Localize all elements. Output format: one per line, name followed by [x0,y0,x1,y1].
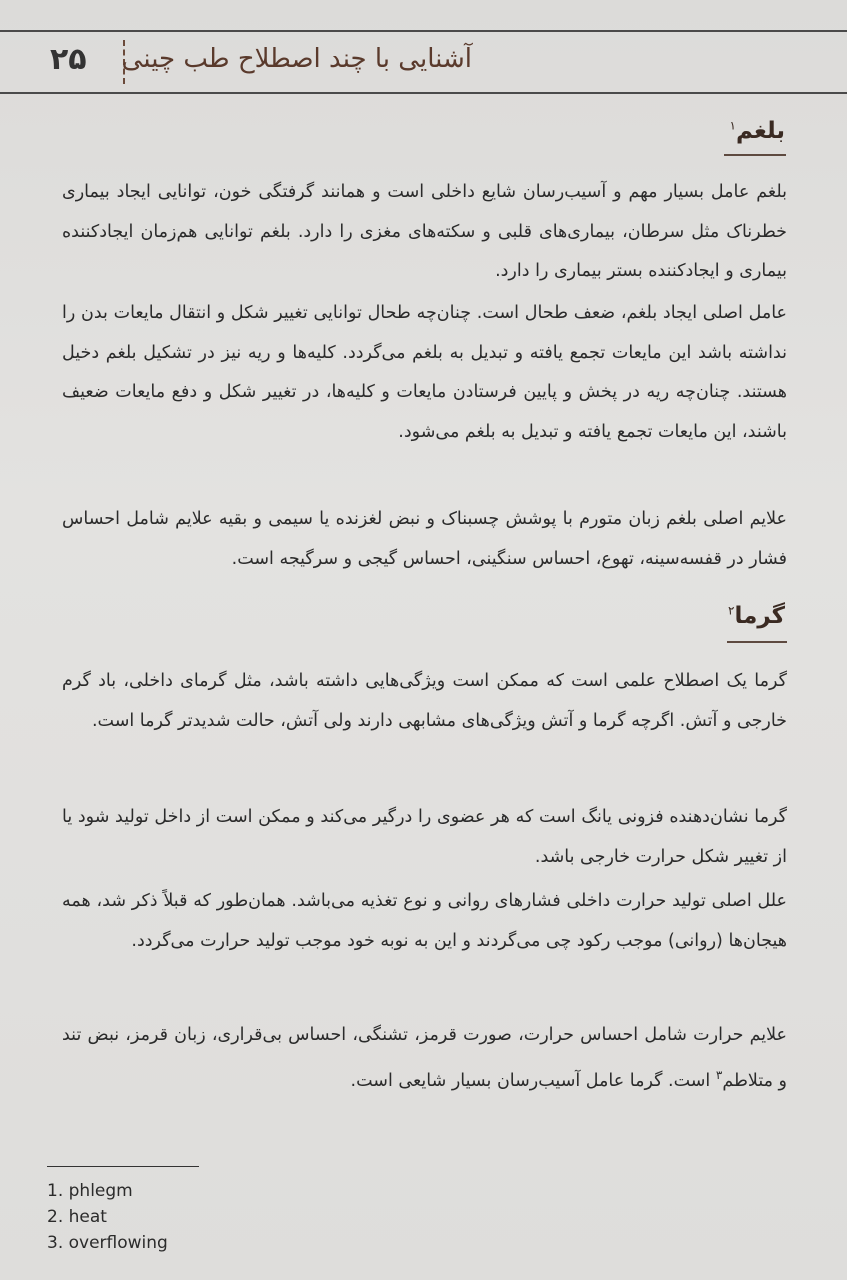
footnote-separator [47,1166,199,1167]
paragraph-text: علایم حرارت شامل احساس حرارت، صورت قرمز، تشنگی، احساس بی‌قراری، زبان قرمز، نبض تند و متلاطم [62,1025,787,1091]
page-number: ۲۵ [50,42,87,77]
footnote-ref: ۱ [729,118,736,133]
paragraph [62,1016,787,1101]
footnote: 1. phlegm [47,1181,133,1201]
footnote: 3. overflowing [47,1233,168,1253]
section-heading-text: گرما [734,603,785,629]
paragraph-text: است. گرما عامل آسیب‌رسان بسیار شایعی است. [350,1070,716,1091]
paragraph: علایم اصلی بلغم زبان متورم با پوشش چسبناک و نبض لغزنده یا سیمی و بقیه علایم شامل احساس فشار در قفسه‌سینه، تهوع، احساس سنگینی، احساس گیجی و سرگیجه است. [62,509,787,569]
footnote-ref: ۲ [727,603,735,618]
footnotes [47,1178,168,1256]
section-heading-heat [728,603,785,629]
section-heading-phlegm [730,118,786,144]
heading-underline [724,154,786,156]
paragraph: گرما نشان‌دهنده فزونی یانگ است که هر عضوی را درگیر می‌کند و ممکن است از داخل تولید شود یا از تغییر شکل حرارت خارجی باشد. [62,807,787,867]
paragraph: بلغم عامل بسیار مهم و آسیب‌رسان شایع داخلی است و همانند گرفتگی خون، توانایی ایجاد بیماری خطرناک مثل سرطان، بیماری‌های قلبی و سکته‌های مغزی را دارد. بلغم توانایی هم‌زمان ایجادکننده بیماری و ایجادکننده بستر بیماری را دارد. [62,182,787,281]
footnote: 2. heat [47,1207,107,1227]
page-header [0,30,847,94]
paragraph: عامل اصلی ایجاد بلغم، ضعف طحال است. چنان‌چه طحال توانایی تغییر شکل و انتقال مایعات بدن را نداشته باشد این مایعات تجمع یافته و تبدیل به بلغم می‌گردد. کلیه‌ها و ریه نیز در تشکیل بلغم دخیل هستند. چنان‌چه ریه در پخش و پایین فرستادن مایعات و کلیه‌ها، در تغییر شکل و دفع مایعات ضعیف باشند، این مایعات تجمع یافته و تبدیل به بلغم می‌شود. [62,303,787,442]
footnote-ref: ۳ [715,1067,723,1082]
paragraph: گرما یک اصطلاح علمی است که ممکن است ویژگی‌هایی داشته باشد، مثل گرمای داخلی، باد گرم خارجی و آتش. اگرچه گرما و آتش ویژگی‌های مشابهی دارند ولی آتش، حالت شدیدتر گرما است. [62,671,787,731]
heading-underline [727,641,787,643]
paragraph: علل اصلی تولید حرارت داخلی فشارهای روانی و نوع تغذیه می‌باشد. همان‌طور که قبلاً ذکر شد، همه هیجان‌ها (روانی) موجب رکود چی می‌گردند و این به نوبه خود موجب تولید حرارت می‌گردد. [62,891,787,951]
section-heading-text: بلغم [735,118,785,144]
running-title: آشنایی با چند اصطلاح طب چینی [121,44,472,74]
